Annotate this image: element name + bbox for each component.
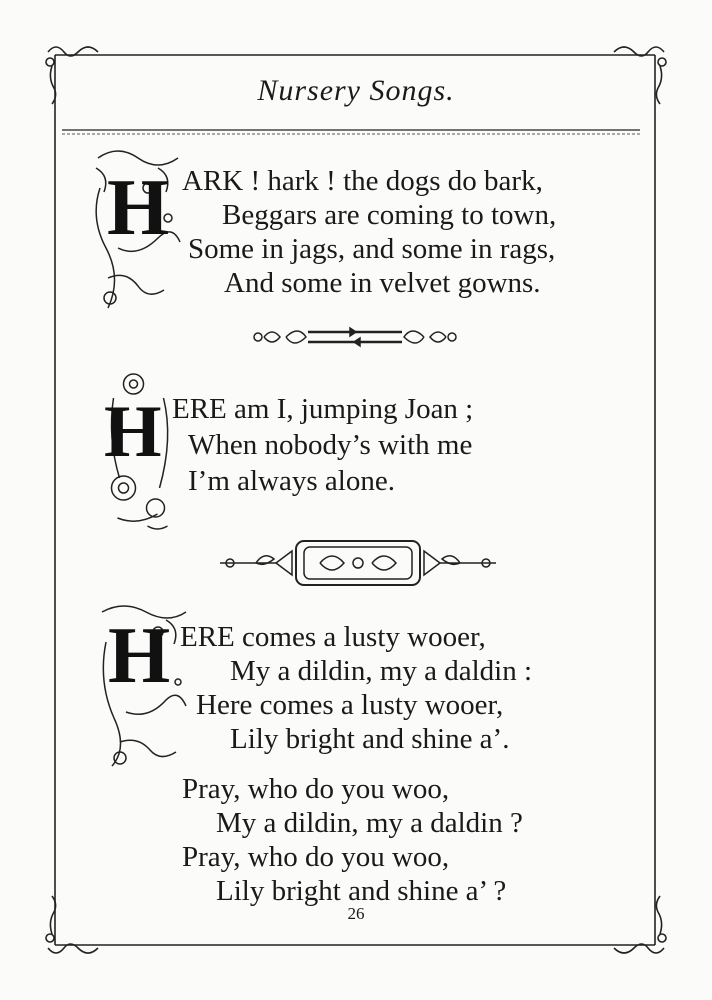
page-number: 26	[347, 904, 365, 923]
drop-cap-letter: H	[108, 612, 171, 700]
ornament-cartouche-icon	[216, 535, 500, 591]
poem-line: Beggars are coming to town,	[222, 199, 557, 231]
poem-line: ARK ! hark ! the dogs do bark,	[182, 165, 543, 197]
page-title: Nursery Songs.	[257, 74, 455, 107]
poem-line: Some in jags, and some in rags,	[188, 233, 556, 265]
ornament-divider-icon	[250, 322, 460, 352]
poem-line: Pray, who do you woo,	[182, 841, 450, 873]
poem-line: Lily bright and shine a’.	[230, 723, 510, 755]
poem-line: And some in velvet gowns.	[224, 267, 541, 299]
poem-line: ERE comes a lusty wooer,	[180, 621, 486, 653]
poem-line: ERE am I, jumping Joan ;	[172, 393, 474, 425]
drop-cap-letter: H	[107, 164, 170, 252]
poem-line: Pray, who do you woo,	[182, 773, 450, 805]
poem-line: Lily bright and shine a’ ?	[216, 875, 507, 907]
poem-line: My a dildin, my a daldin ?	[216, 807, 523, 839]
poem-line: My a dildin, my a daldin :	[230, 655, 533, 687]
poem-line: I’m always alone.	[188, 465, 395, 497]
drop-cap-letter: H	[104, 391, 162, 473]
poem-line: When nobody’s with me	[188, 429, 473, 461]
poem-line: Here comes a lusty wooer,	[196, 689, 504, 721]
